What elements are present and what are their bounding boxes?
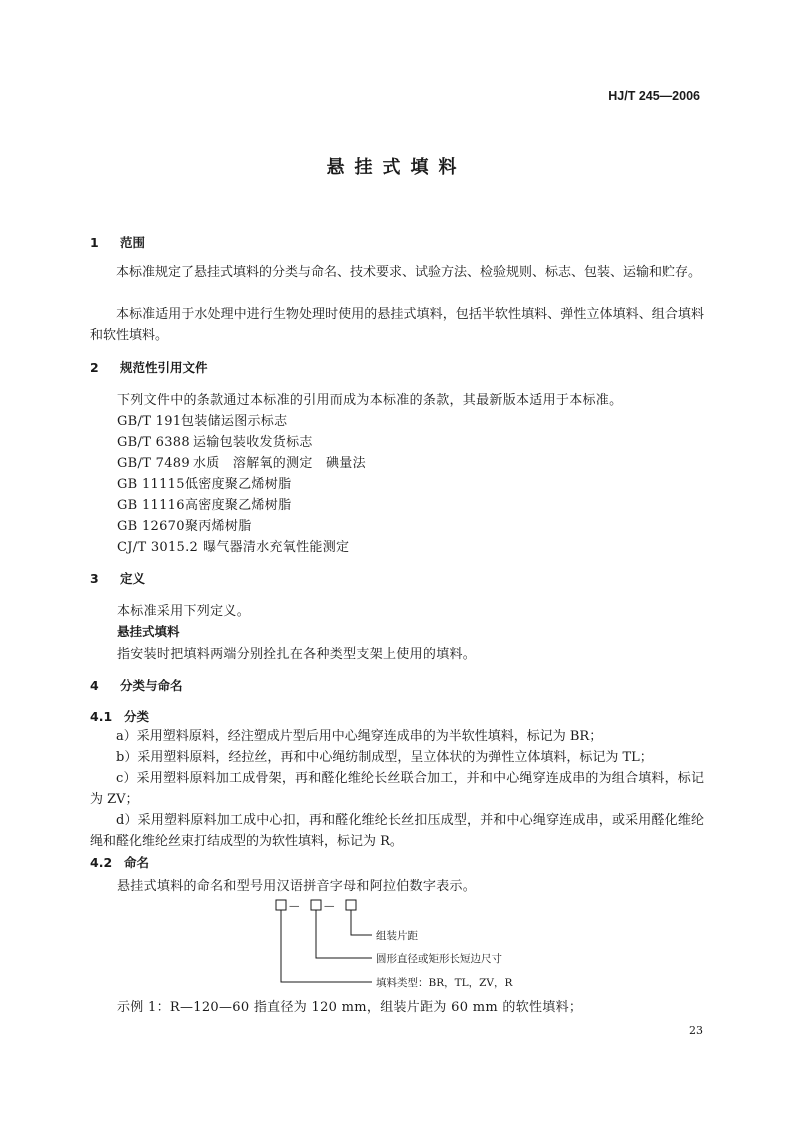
spacing-label: 组装片距 (376, 930, 418, 942)
definition: 指安装时把填料两端分别拴扎在各种类型支架上使用的填料。 (117, 647, 477, 662)
section-title: 分类与命名 (120, 678, 183, 693)
section-title: 规范性引用文件 (120, 360, 208, 375)
spacing-box (346, 900, 356, 910)
section-title: 范围 (120, 235, 146, 250)
type-box (276, 900, 286, 910)
list-item: d）采用塑料原料加工成中心扣，再和醛化维纶长丝扣压成型，并和中心绳穿连成串，或采用醛化维纶绳和醛化维纶丝束打结成型的为软性填料，标记为 R。 (90, 813, 704, 849)
section-number: 4 (90, 678, 99, 693)
paragraph: 下列文件中的条款通过本标准的引用而成为本标准的条款，其最新版本适用于本标准。 (117, 393, 623, 408)
reference-code: GB 11116 (117, 498, 185, 513)
reference-code: GB/T 191 (117, 414, 182, 429)
reference-item (117, 452, 366, 471)
spacing-leader-line (351, 910, 372, 935)
reference-code: GB/T 7489 (117, 456, 190, 471)
section-1-heading (90, 233, 145, 251)
list-item: c）采用塑料原料加工成骨架，再和醛化维纶长丝联合加工，并和中心绳穿连成串的为组合填料，标记为 ZV； (90, 771, 704, 807)
reference-item (117, 536, 349, 555)
dash: — (324, 900, 335, 912)
size-box (311, 900, 321, 910)
subsection-4-1-heading (90, 707, 149, 725)
section-number: 2 (90, 360, 99, 375)
section-number: 4.2 (90, 855, 113, 870)
example: 示例 1：R—120—60 指直径为 120 mm，组装片距为 60 mm 的软性填料； (117, 1000, 583, 1015)
reference-item (117, 494, 291, 513)
reference-title: 水质 溶解氧的测定 碘量法 (193, 456, 366, 471)
section-number: 1 (90, 235, 99, 250)
paragraph: 本标准采用下列定义。 (117, 604, 251, 619)
size-label: 圆形直径或矩形长短边尺寸 (376, 953, 502, 965)
reference-code: GB 12670 (117, 519, 185, 534)
paragraph: 悬挂式填料的命名和型号用汉语拼音字母和阿拉伯数字表示。 (117, 879, 477, 894)
page-title: 悬挂式填料 (326, 157, 467, 178)
section-number: 4.1 (90, 709, 113, 724)
section-3-heading (90, 569, 145, 587)
type-label: 填料类型：BR，TL，ZV，R (376, 977, 513, 989)
reference-item (117, 431, 313, 450)
reference-title: 曝气器清水充氧性能测定 (203, 540, 350, 555)
reference-title: 聚丙烯树脂 (185, 519, 252, 534)
subsection-4-2-heading (90, 853, 149, 871)
section-4-heading (90, 676, 183, 694)
type-leader-line (281, 910, 372, 982)
reference-item (117, 410, 287, 429)
reference-item (117, 515, 252, 534)
size-leader-line (316, 910, 372, 958)
page-number: 23 (689, 1024, 703, 1037)
reference-code: CJ/T 3015.2 (117, 540, 199, 555)
standard-number: HJ/T 245—2006 (608, 89, 700, 103)
reference-code: GB/T 6388 (117, 435, 190, 450)
reference-item (117, 473, 291, 492)
section-2-heading (90, 358, 208, 376)
dash: — (289, 900, 300, 912)
list-item: b）采用塑料原料，经拉丝，再和中心绳纺制成型，呈立体状的为弹性立体填料，标记为 TL； (116, 750, 653, 765)
paragraph: 本标准规定了悬挂式填料的分类与命名、技术要求、试验方法、检验规则、标志、包装、运输和贮存。 (116, 265, 702, 280)
reference-code: GB 11115 (117, 477, 185, 492)
reference-title: 低密度聚乙烯树脂 (185, 477, 292, 492)
section-title: 分类 (124, 709, 150, 724)
reference-title: 运输包装收发货标志 (193, 435, 313, 450)
reference-title: 包装储运图示标志 (181, 414, 288, 429)
section-number: 3 (90, 571, 99, 586)
reference-title: 高密度聚乙烯树脂 (185, 498, 292, 513)
paragraph: 本标准适用于水处理中进行生物处理时使用的悬挂式填料，包括半软性填料、弹性立体填料、组合填料和软性填料。 (90, 307, 704, 343)
section-title: 定义 (120, 571, 146, 586)
list-item: a）采用塑料原料，经注塑成片型后用中心绳穿连成串的为半软性填料，标记为 BR； (116, 729, 603, 744)
naming-diagram (270, 895, 570, 995)
section-title: 命名 (124, 855, 150, 870)
term: 悬挂式填料 (117, 624, 180, 639)
